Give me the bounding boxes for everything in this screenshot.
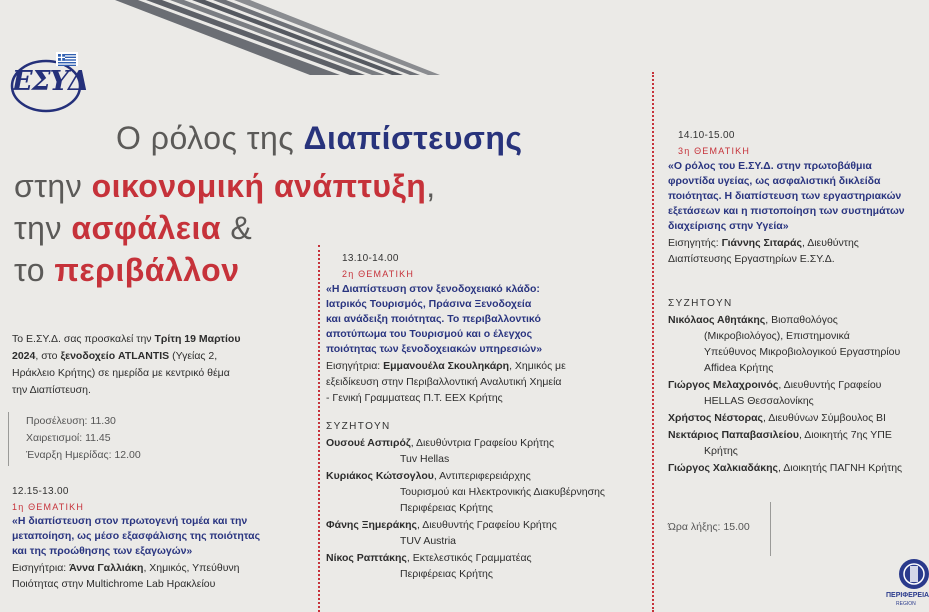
session2-topic-2: Ιατρικός Τουρισμός, Πράσινα Ξενοδοχεία: [326, 298, 532, 310]
session2-panel-label: ΣΥΖΗΤΟΥΝ: [326, 421, 391, 432]
panel-member: Νικόλαος Αθητάκης, Βιοπαθολόγος: [668, 314, 838, 326]
session2-speaker: Εισηγήτρια: Εμμανουέλα Σκουληκάρη, Χημικός με: [326, 360, 566, 372]
intro-line-2: 2024, στο ξενοδοχείο ATLANTIS (Υγείας 2,: [12, 350, 218, 362]
session2-time: 13.10-14.00: [342, 253, 399, 264]
panel-member-cont: TUV Austria: [400, 535, 457, 547]
session2-topic-3: και ανάδειξη ποιότητας. Το περιβαλλοντικό: [326, 313, 541, 325]
panel-member-cont: Tuv Hellas: [400, 453, 450, 465]
session3-topic-3: ποιότητας. Η διαπίστευση των εργαστηριακών: [668, 190, 902, 202]
panel-member-cont: Affidea Κρήτης: [704, 362, 774, 374]
session1-topic-2: μεταποίηση, ως μέσο εξασφάλισης της ποιότητας: [12, 530, 261, 542]
session2-topic-4: αποτύπωμα του Τουρισμού και ο έλεγχος: [326, 328, 533, 340]
session3-time: 14.10-15.00: [678, 130, 735, 141]
region-logo-text: ΠΕΡΙΦΕΡΕΙΑ: [886, 592, 929, 599]
session3-panel-label: ΣΥΖΗΤΟΥΝ: [668, 298, 733, 309]
session3-topic-1: «Ο ρόλος του Ε.ΣΥ.Δ. στην πρωτοβάθμια: [668, 160, 872, 172]
start-time: Έναρξη Ημερίδας: 12.00: [26, 449, 141, 461]
panel-member-cont: HELLAS Θεσσαλονίκης: [704, 395, 814, 407]
panel-member-cont: Τουρισμού και Ηλεκτρονικής Διακυβέρνησης: [400, 486, 605, 498]
session3-speaker-desc: Διαπίστευσης Εργαστηρίων Ε.ΣΥ.Δ.: [668, 253, 835, 265]
region-emblem-icon: [896, 556, 928, 592]
session1-label: 1η ΘΕΜΑΤΙΚΗ: [12, 502, 85, 512]
region-logo: [886, 556, 929, 612]
panel-member: Κυριάκος Κώτσογλου, Αντιπεριφερειάρχης: [326, 470, 531, 482]
session3-speaker: Εισηγητής: Γιάννης Σιταράς, Διευθύντης: [668, 237, 859, 249]
title-line-4: το περιβάλλον: [14, 252, 240, 288]
esyd-logo: [6, 50, 94, 116]
end-time: Ώρα λήξης: 15.00: [668, 521, 750, 533]
session3-topic-4: εξετάσεων και η πιστοποίηση των συστημάτων: [668, 205, 905, 217]
decorative-stripes: [110, 0, 440, 75]
greetings-time: Χαιρετισμοί: 11.45: [26, 432, 111, 444]
panel-member-cont: Περιφέρειας Κρήτης: [400, 568, 493, 580]
title-line-1: Ο ρόλος της Διαπίστευσης: [116, 120, 523, 156]
session1-time: 12.15-13.00: [12, 486, 69, 497]
panel-member: Γιώργος Μελαχροινός, Διευθυντής Γραφείου: [668, 379, 882, 391]
schedule-bracket: [8, 412, 9, 466]
panel-member-cont: (Μικροβιολόγος), Επιστημονικά: [704, 330, 850, 342]
intro-line-3: Ηράκλειο Κρήτης) σε ημερίδα με κεντρικό θέμα: [12, 367, 230, 379]
panel-member: Φάνης Ξημεράκης, Διευθυντής Γραφείου Κρήτης: [326, 519, 557, 531]
region-logo-subtext: REGION: [896, 601, 916, 607]
intro-line-1: Το Ε.ΣΥ.Δ. σας προσκαλεί την Τρίτη 19 Μαρτίου: [12, 333, 241, 345]
column-separator-1: [318, 245, 320, 612]
session1-topic-3: και της προώθησης των εξαγωγών»: [12, 545, 193, 557]
session1-speaker: Εισηγήτρια: Άννα Γαλλιάκη, Χημικός, Υπεύθυνη: [12, 562, 240, 574]
panel-member: Ουσουέ Ασπιρόζ, Διευθύντρια Γραφείου Κρήτης: [326, 437, 555, 449]
arrival-time: Προσέλευση: 11.30: [26, 415, 116, 427]
panel-member-cont: Κρήτης: [704, 445, 738, 457]
panel-member: Χρήστος Νέστορας, Διευθύνων Σύμβουλος ΒΙ: [668, 412, 886, 424]
end-bracket: [770, 502, 771, 556]
session2-speaker-desc: εξειδίκευση στην Περιβαλλοντική Αναλυτική Χημεία: [326, 376, 562, 388]
title-line-3: την ασφάλεια &: [14, 210, 253, 246]
title-line-2: στην οικονομική ανάπτυξη,: [14, 168, 436, 204]
session2-label: 2η ΘΕΜΑΤΙΚΗ: [342, 269, 415, 279]
panel-member: Γιώργος Χαλκιαδάκης, Διοικητής ΠΑΓΝΗ Κρήτης: [668, 462, 903, 474]
session3-topic-5: διαχείρισης στην Υγεία»: [668, 220, 789, 232]
panel-member-cont: Περιφέρειας Κρήτης: [400, 502, 493, 514]
panel-member: Νεκτάριος Παπαβασιλείου, Διοικητής 7ης ΥΠΕ: [668, 429, 892, 441]
panel-member-cont: Υπεύθυνος Μικροβιολογικού Εργαστηρίου: [704, 346, 901, 358]
panel-member: Νίκος Ραπτάκης, Εκτελεστικός Γραμματέας: [326, 552, 532, 564]
session1-speaker-desc: Ποιότητας στην Multichrome Lab Ηρακλείου: [12, 578, 216, 590]
column-separator-2: [652, 72, 654, 612]
session3-label: 3η ΘΕΜΑΤΙΚΗ: [678, 146, 751, 156]
logo-text: ΕΣΥΔ: [12, 66, 88, 97]
greek-flag-icon: [58, 54, 76, 66]
session2-topic-1: «Η Διαπίστευση στον ξενοδοχειακό κλάδο:: [326, 283, 540, 295]
session2-topic-5: ποιότητας των ξενοδοχειακών υπηρεσιών»: [326, 343, 543, 355]
session3-topic-2: φροντίδα υγείας, ως ασφαλιστική δικλείδα: [668, 175, 881, 187]
session1-topic-1: «Η διαπίστευση στον πρωτογενή τομέα και την: [12, 515, 248, 527]
intro-line-4: την Διαπίστευση.: [12, 384, 91, 396]
session2-speaker-desc-2: - Γενική Γραμματεας Π.Τ. ΕΕΧ Κρήτης: [326, 392, 503, 404]
